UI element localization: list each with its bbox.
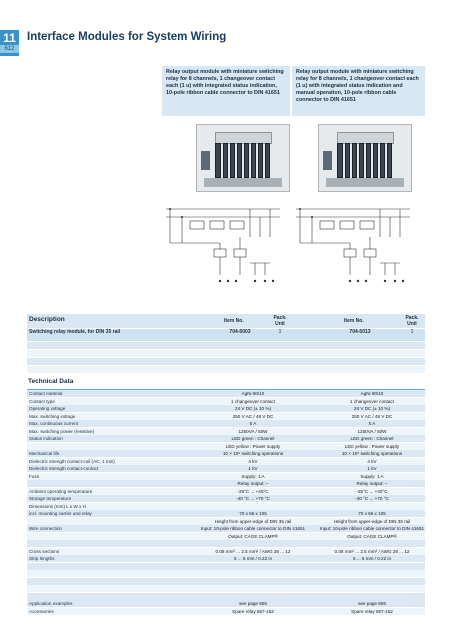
technical-row <box>27 503 425 510</box>
technical-row <box>27 540 425 547</box>
technical-row-label: Mechanical life <box>29 451 60 456</box>
technical-row-value-1: LED yellow : Power supply <box>225 443 281 449</box>
technical-row-label: Contact material <box>29 391 63 396</box>
technical-row <box>27 428 425 435</box>
technical-row-value-1: AgNi 90/10 <box>241 391 265 396</box>
technical-row-value-2: Height from upper-edge of DIN 35 rail <box>333 518 411 524</box>
technical-row-label: Strip lengths <box>29 556 55 561</box>
technical-row <box>27 413 425 420</box>
technical-row <box>27 420 425 427</box>
description-empty-row <box>27 358 425 365</box>
technical-row-value-2: 10 × 10⁶ switching operations <box>341 451 403 456</box>
item-number-2: 704-5013 <box>349 329 371 335</box>
technical-row <box>27 465 425 472</box>
section-number: 11 <box>3 31 16 45</box>
technical-row-value-1: Output: CAGE CLAMP® <box>228 533 278 539</box>
technical-row-value-1: Input: 10-pole ribbon cable connector to DIN 41651 <box>200 526 306 531</box>
technical-row-value-2: 250 V AC / 48 V DC <box>351 413 393 419</box>
technical-row-value-1: 1250VA / 50W <box>238 428 268 434</box>
technical-row-label: Max. continuous current <box>29 421 79 426</box>
technical-row-value-1: 1 changeover contact <box>231 398 275 404</box>
technical-row-value-1: 5 A <box>249 421 257 426</box>
technical-row-value-2: 5 A <box>368 421 376 426</box>
technical-row-value-1: Supply: 1 A <box>241 473 265 479</box>
technical-row <box>27 435 425 442</box>
item-number-1: 704-5003 <box>229 329 251 335</box>
technical-empty-row <box>27 563 425 570</box>
technical-row <box>27 458 425 465</box>
wiring-diagram-2 <box>290 203 415 301</box>
technical-row-value-1: 0.08 mm² ... 2.5 mm² / AWG 28 ... 12 <box>215 548 291 554</box>
technical-row <box>27 405 425 412</box>
section-tab <box>0 30 19 56</box>
technical-footer-value-2: Spare relay 857-152 <box>351 608 393 614</box>
technical-row-value-2: LED green : Channel <box>350 436 394 441</box>
technical-row-label: Cross sections <box>29 548 60 554</box>
technical-row-value-1: Relay output: – <box>237 481 269 486</box>
description-header: Description <box>29 316 65 323</box>
pack-unit-header-1: Pack. Unit <box>273 315 287 327</box>
technical-row-value-2: 4 kV <box>367 458 377 464</box>
technical-row-label: Dielectric strength contact-contact <box>29 466 99 471</box>
technical-row-value-1: 250 V AC / 48 V DC <box>232 413 274 419</box>
product-header-1: Relay output module with miniature switching relay for 8 channels, 1 changeover contact each (1 u) with integrated status indication, 10-pole ribbon cable connector to DIN 41651 <box>162 66 290 116</box>
technical-row-label: Dielectric strength contact-coil (AC, 1 min) <box>29 458 115 464</box>
technical-row-value-1: 5 ... 6 mm / 0.22 in <box>233 556 273 561</box>
technical-row-value-1: 24 V DC (± 10 %) <box>235 406 271 411</box>
technical-row-label: Wire connection <box>29 526 62 531</box>
description-empty-row <box>27 350 425 357</box>
wiring-diagram-1 <box>160 203 285 301</box>
technical-row-value-1: -25°C ... +40°C <box>237 488 269 494</box>
technical-empty-row <box>27 593 425 600</box>
item-no-header-2: Item No. <box>344 318 364 324</box>
technical-footer-value-1: see page 606 <box>239 601 267 606</box>
technical-footer-label: Accessories <box>29 608 54 614</box>
technical-row-value-2: 1250VA / 50W <box>357 428 387 434</box>
technical-row-value-2: 1 kV <box>367 466 377 471</box>
product-photo-2 <box>318 124 412 192</box>
technical-row <box>27 480 425 487</box>
item-no-header-1: Item No. <box>224 318 244 324</box>
technical-row-label: Max. switching power (resistive) <box>29 428 95 434</box>
technical-row-value-2: LED yellow : Power supply <box>344 443 400 449</box>
technical-row <box>27 443 425 450</box>
technical-row-value-2: Relay output: – <box>356 481 388 486</box>
technical-row <box>27 450 425 457</box>
description-empty-row <box>27 366 425 373</box>
technical-row-value-1: LED green : Channel <box>231 436 275 441</box>
technical-row-label: Contact type <box>29 398 55 404</box>
technical-row-value-1: 1 kV <box>248 466 258 471</box>
technical-row-value-2: -40 °C ... +70 °C <box>355 496 389 501</box>
technical-footer-label: Application examples <box>29 601 73 606</box>
technical-data-title: Technical Data <box>28 378 74 385</box>
technical-row-value-1: -40 °C ... +70 °C <box>236 496 270 501</box>
page-title: Interface Modules for System Wiring <box>27 31 227 43</box>
technical-row <box>27 495 425 502</box>
technical-row-value-1: 4 kV <box>248 458 258 464</box>
pack-unit-header-2: Pack. Unit <box>405 315 419 327</box>
technical-empty-row <box>27 578 425 585</box>
technical-row-value-2: 24 V DC (± 10 %) <box>354 406 390 411</box>
technical-row-value-2: 70 x 65 x 105 <box>358 511 386 516</box>
technical-row <box>27 488 425 495</box>
technical-row <box>27 398 425 405</box>
technical-row-value-2: 5 ... 6 mm / 0.22 in <box>352 556 392 561</box>
product-photo-1 <box>196 124 290 192</box>
technical-row-value-1: Height from upper-edge of DIN 35 rail <box>214 518 292 524</box>
technical-row-value-2: Supply: 1 A <box>360 473 384 479</box>
technical-empty-row <box>27 585 425 592</box>
technical-row-value-2: AgNi 90/10 <box>360 391 384 396</box>
technical-row-value-1: 10 × 10⁶ switching operations <box>222 451 284 456</box>
technical-footer-row <box>27 608 425 615</box>
technical-row <box>27 525 425 532</box>
page-number: 612 <box>0 45 19 53</box>
pack-unit-2: 1 <box>410 329 414 335</box>
technical-row-label: incl. mounting carrier and relay <box>29 511 92 516</box>
technical-row <box>27 548 425 555</box>
pack-unit-1: 1 <box>278 329 282 335</box>
product-header-2: Relay output module with miniature switching relay for 8 channels, 1 changeover contact each (1 u) with integrated status indication and manual operation, 10-pole ribbon cable connector to DIN 41651 <box>292 66 425 116</box>
technical-row <box>27 473 425 480</box>
technical-row <box>27 518 425 525</box>
technical-row-value-2: Input: 10-pole ribbon cable connector to DIN 41651 <box>319 526 425 531</box>
technical-footer-value-2: see page 606 <box>358 601 386 606</box>
technical-row-label: Storage temperature <box>29 496 72 501</box>
technical-row <box>27 390 425 397</box>
technical-footer-row <box>27 600 425 607</box>
technical-empty-row <box>27 570 425 577</box>
technical-row-label: Max. switching voltage <box>29 413 76 419</box>
technical-row-label: Dimensions (mm) L x W x H <box>29 503 86 509</box>
description-label: Switching relay module, for DIN 35 rail <box>29 329 121 335</box>
technical-row <box>27 555 425 562</box>
technical-row <box>27 510 425 517</box>
technical-row-value-1: 70 x 65 x 105 <box>239 511 267 516</box>
technical-row-label: Fuse <box>29 473 40 479</box>
technical-row-label: Status indication <box>29 436 63 441</box>
technical-row-label: Operating voltage <box>29 406 66 411</box>
description-empty-row <box>27 342 425 349</box>
technical-row-value-2: 0.08 mm² ... 2.5 mm² / AWG 28 ... 12 <box>334 548 410 554</box>
technical-row-value-2: 1 changeover contact <box>350 398 394 404</box>
technical-row-value-2: -25°C ... +40°C <box>356 488 388 494</box>
technical-row-label: Ambient operating temperature <box>29 488 93 494</box>
technical-row <box>27 533 425 540</box>
technical-row-value-2: Output: CAGE CLAMP® <box>347 533 397 539</box>
technical-footer-value-1: Spare relay 857-152 <box>232 608 274 614</box>
